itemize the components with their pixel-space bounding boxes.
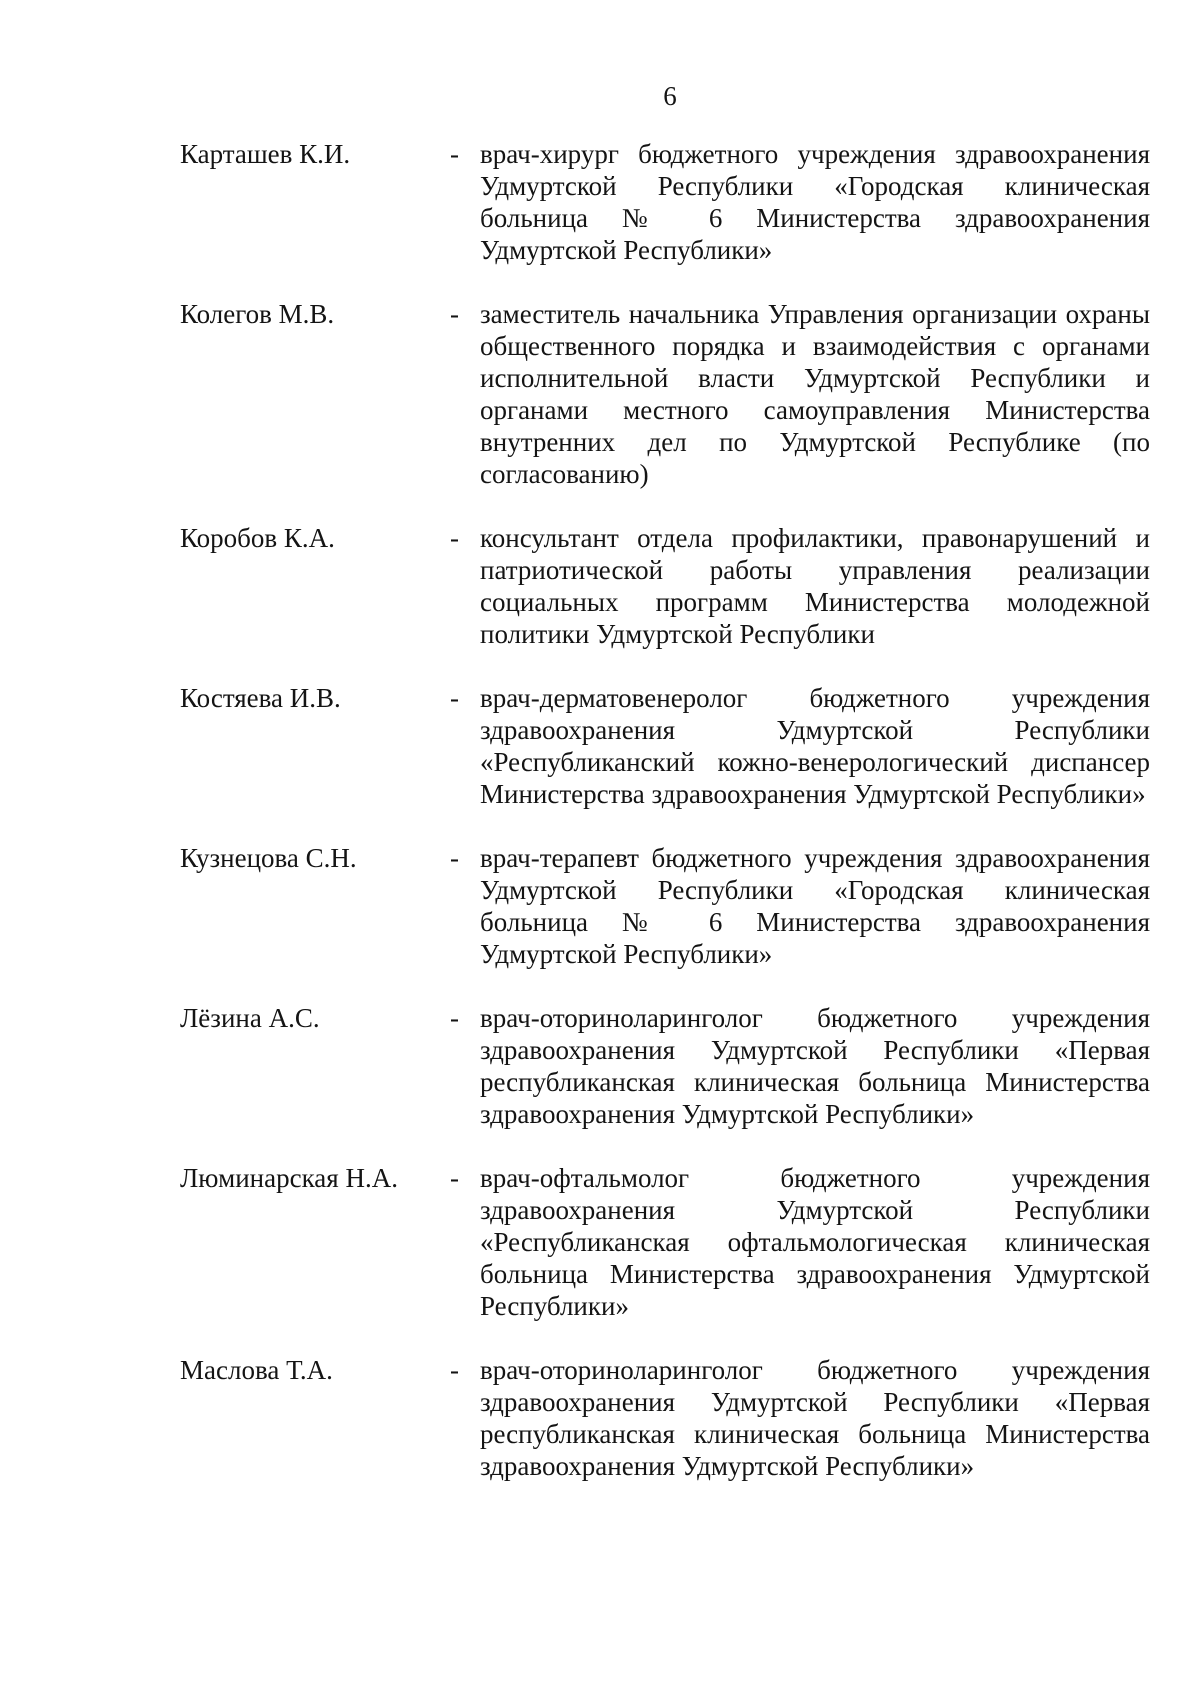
member-entry: [180, 1162, 1165, 1322]
separator-dash: -: [450, 1355, 459, 1385]
member-entry: [180, 842, 1165, 970]
separator-dash: -: [450, 843, 459, 873]
member-role: консультант отдела профилактики, правонарушений и патриотической работы управления реализации социальных программ Министерства молодежной политики Удмуртской Республики: [480, 523, 1150, 649]
member-entry: [180, 1002, 1165, 1130]
member-role: заместитель начальника Управления организации охраны общественного порядка и взаимодействия с органами исполнительной власти Удмуртской Республики и органами местного самоуправления Министерства внутренних дел по Удмуртской Республике (по согласованию): [480, 299, 1150, 489]
member-name: Кузнецова С.Н.: [180, 843, 357, 873]
member-role: врач-оториноларинголог бюджетного учреждения здравоохранения Удмуртской Республики «Первая республиканская клиническая больница Министерства здравоохранения Удмуртской Республики»: [480, 1003, 1150, 1129]
member-role: врач-хирург бюджетного учреждения здравоохранения Удмуртской Республики «Городская клиническая больница № 6 Министерства здравоохранения Удмуртской Республики»: [480, 139, 1150, 265]
member-list: [180, 138, 1165, 1514]
member-entry: [180, 138, 1165, 266]
member-name: Лёзина А.С.: [180, 1003, 320, 1033]
member-role: врач-офтальмолог бюджетного учреждения здравоохранения Удмуртской Республики «Республиканская офтальмологическая клиническая больница Министерства здравоохранения Удмуртской Республики»: [480, 1163, 1150, 1321]
separator-dash: -: [450, 299, 459, 329]
member-entry: [180, 682, 1165, 810]
member-name: Костяева И.В.: [180, 683, 341, 713]
member-name: Колегов М.В.: [180, 299, 335, 329]
member-name: Маслова Т.А.: [180, 1355, 333, 1385]
member-role: врач-терапевт бюджетного учреждения здравоохранения Удмуртской Республики «Городская клиническая больница № 6 Министерства здравоохранения Удмуртской Республики»: [480, 843, 1150, 969]
member-role: врач-оториноларинголог бюджетного учреждения здравоохранения Удмуртской Республики «Первая республиканская клиническая больница Министерства здравоохранения Удмуртской Республики»: [480, 1355, 1150, 1481]
member-name: Люминарская Н.А.: [180, 1163, 398, 1193]
page-number: 6: [663, 81, 677, 111]
separator-dash: -: [450, 523, 459, 553]
member-entry: [180, 522, 1165, 650]
member-name: Коробов К.А.: [180, 523, 335, 553]
member-role: врач-дерматовенеролог бюджетного учреждения здравоохранения Удмуртской Республики «Республиканский кожно-венерологический диспансер Министерства здравоохранения Удмуртской Республики»: [480, 683, 1150, 809]
member-name: Карташев К.И.: [180, 139, 351, 169]
member-entry: [180, 1354, 1165, 1482]
separator-dash: -: [450, 139, 459, 169]
separator-dash: -: [450, 683, 459, 713]
separator-dash: -: [450, 1003, 459, 1033]
separator-dash: -: [450, 1163, 459, 1193]
member-entry: [180, 298, 1165, 490]
